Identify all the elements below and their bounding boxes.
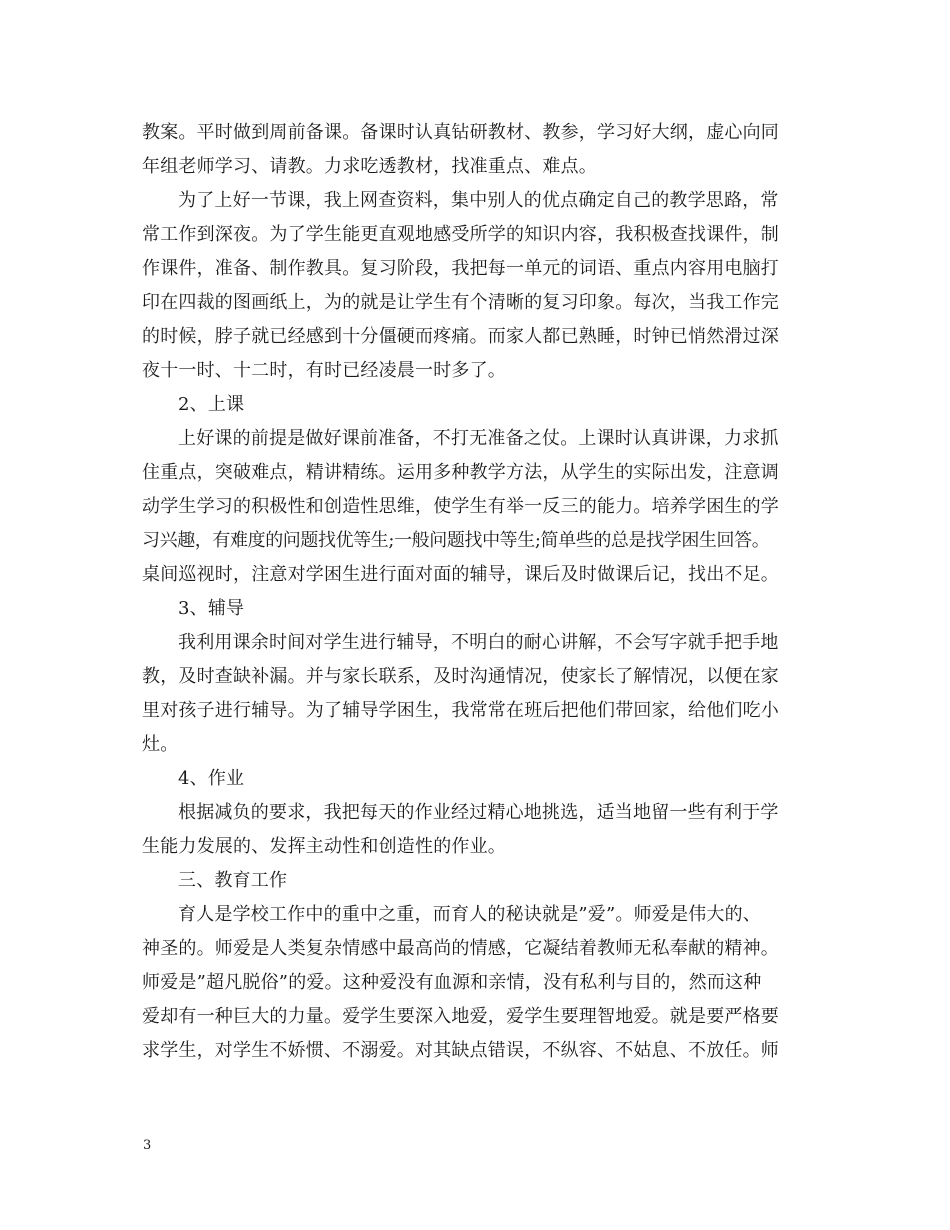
text-line: 2、上课 bbox=[178, 394, 245, 415]
text-line: 习兴趣，有难度的问题找优等生;一般问题找中等生;简单些的总是找学困生回答。 bbox=[142, 530, 770, 551]
text-line: 生能力发展的、发挥主动性和创造性的作业。 bbox=[142, 836, 506, 857]
text-line: 夜十一时、十二时，有时已经凌晨一时多了。 bbox=[142, 360, 506, 381]
text-line: 灶。 bbox=[142, 734, 179, 755]
text-line: 教案。平时做到周前备课。备课时认真钻研教材、教参，学习好大纲，虚心向同 bbox=[142, 122, 779, 143]
text-line: 育人是学校工作中的重中之重，而育人的秘诀就是”爱”。师爱是伟大的、 bbox=[178, 904, 762, 925]
text-line: 爱却有一种巨大的力量。爱学生要深入地爱，爱学生要理智地爱。就是要严格要 bbox=[142, 1006, 779, 1027]
text-line: 根据减负的要求，我把每天的作业经过精心地挑选，适当地留一些有利于学 bbox=[178, 802, 779, 823]
text-line: 的时候，脖子就已经感到十分僵硬而疼痛。而家人都已熟睡，时钟已悄然滑过深 bbox=[142, 326, 779, 347]
text-line: 师爱是”超凡脱俗”的爱。这种爱没有血源和亲情，没有私利与目的，然而这种 bbox=[142, 972, 762, 993]
text-line: 三、教育工作 bbox=[178, 870, 288, 891]
text-line: 年组老师学习、请教。力求吃透教材，找准重点、难点。 bbox=[142, 156, 597, 177]
text-line: 为了上好一节课，我上网查资料，集中别人的优点确定自己的教学思路，常 bbox=[178, 190, 779, 211]
text-line: 里对孩子进行辅导。为了辅导学困生，我常常在班后把他们带回家，给他们吃小 bbox=[142, 700, 779, 721]
text-line: 神圣的。师爱是人类复杂情感中最高尚的情感，它凝结着教师无私奉献的精神。 bbox=[142, 938, 779, 959]
text-line: 3、辅导 bbox=[178, 598, 245, 619]
text-line: 4、作业 bbox=[178, 768, 245, 789]
text-line: 我利用课余时间对学生进行辅导，不明白的耐心讲解，不会写字就手把手地 bbox=[178, 632, 779, 653]
text-line: 动学生学习的积极性和创造性思维，使学生有举一反三的能力。培养学困生的学 bbox=[142, 496, 779, 517]
text-line: 常工作到深夜。为了学生能更直观地感受所学的知识内容，我积极查找课件，制 bbox=[142, 224, 779, 245]
text-line: 上好课的前提是做好课前准备，不打无准备之仗。上课时认真讲课，力求抓 bbox=[178, 428, 779, 449]
document-body bbox=[142, 116, 810, 1068]
text-line: 求学生，对学生不娇惯、不溺爱。对其缺点错误，不纵容、不姑息、不放任。师 bbox=[142, 1040, 779, 1061]
text-line: 桌间巡视时，注意对学困生进行面对面的辅导，课后及时做课后记，找出不足。 bbox=[142, 564, 779, 585]
page-number: 3 bbox=[143, 1138, 152, 1153]
text-line: 作课件，准备、制作教具。复习阶段，我把每一单元的词语、重点内容用电脑打 bbox=[142, 258, 779, 279]
text-line: 教，及时查缺补漏。并与家长联系，及时沟通情况，使家长了解情况，以便在家 bbox=[142, 666, 779, 687]
text-line: 住重点，突破难点，精讲精练。运用多种教学方法，从学生的实际出发，注意调 bbox=[142, 462, 779, 483]
text-line: 印在四裁的图画纸上，为的就是让学生有个清晰的复习印象。每次，当我工作完 bbox=[142, 292, 779, 313]
